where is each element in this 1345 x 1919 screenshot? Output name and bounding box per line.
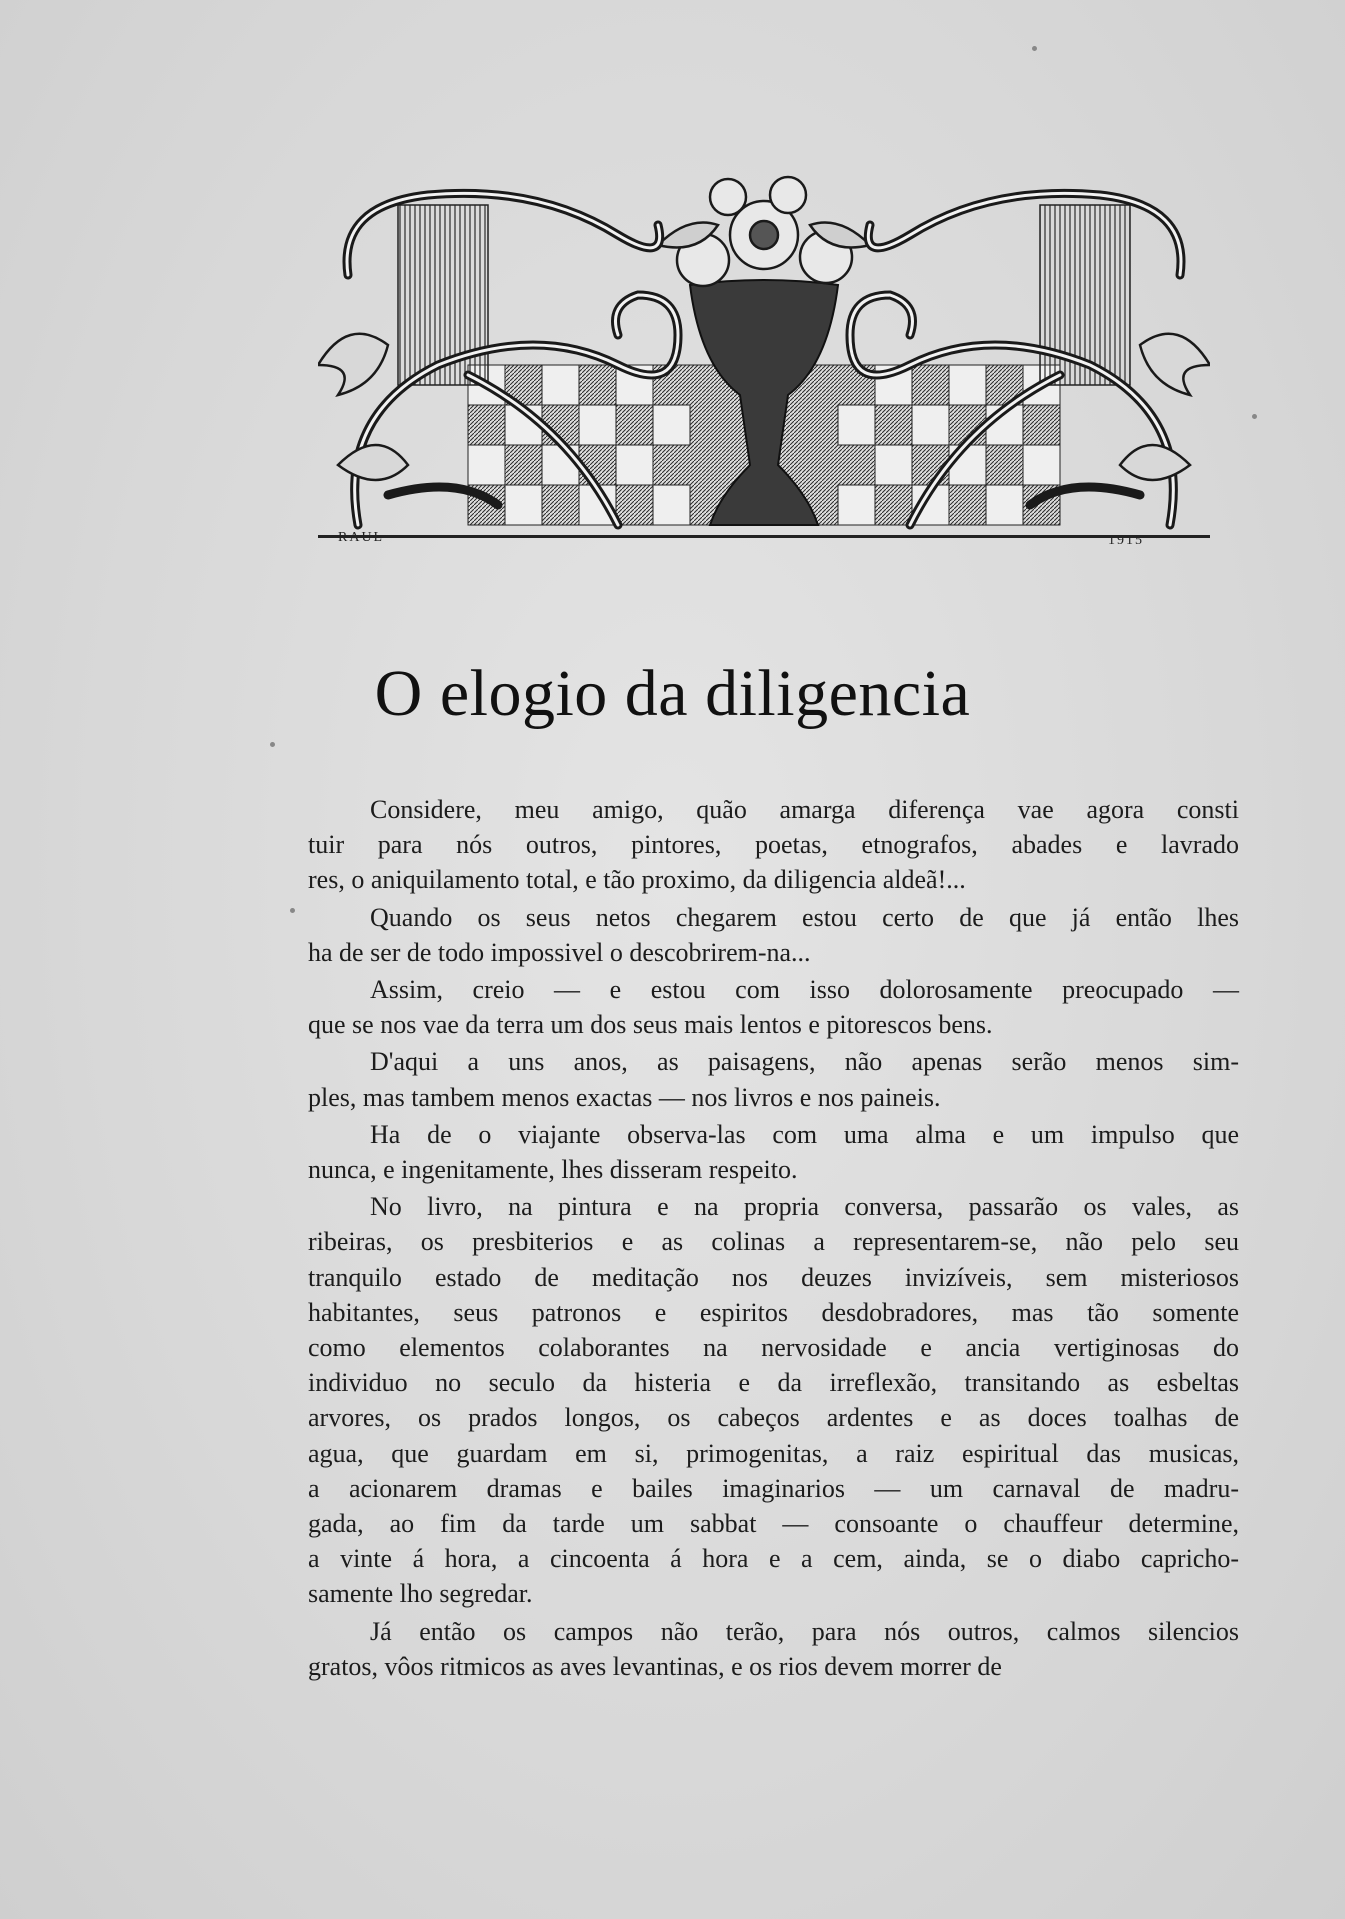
paragraph [308, 1614, 1239, 1684]
flower-bouquet [658, 177, 870, 286]
text-line: tuir para nós outros, pintores, poetas, etnografos, abades e lavrado [308, 830, 1239, 860]
text-line: agua, que guardam em si, primogenitas, a raiz espiritual das musicas, [308, 1438, 1239, 1468]
text-line: ha de ser de todo impossivel o descobrirem-na... [308, 937, 811, 967]
page-title: O elogio da diligencia [374, 657, 971, 730]
speck [290, 908, 295, 913]
body-text [308, 792, 1239, 1684]
speck [270, 742, 275, 747]
text-line: que se nos vae da terra um dos seus mais lentos e pitorescos bens. [308, 1010, 993, 1040]
text-line: Assim, creio — e estou com isso dolorosamente preocupado — [370, 975, 1239, 1005]
text-line: arvores, os prados longos, os cabeços ardentes e as doces toalhas de [308, 1403, 1239, 1433]
text-line: ples, mas tambem menos exactas — nos livros e nos paineis. [308, 1082, 941, 1112]
text-line: individuo no seculo da histeria e da irreflexão, transitando as esbeltas [308, 1368, 1239, 1398]
ornamental-vignette [318, 165, 1210, 557]
text-line: ribeiras, os presbiterios e as colinas a representarem-se, não pelo seu [308, 1227, 1239, 1257]
text-line: res, o aniquilamento total, e tão proximo, da diligencia aldeã!... [308, 865, 966, 895]
illustrator-signature: RAUL [338, 530, 385, 545]
text-line: habitantes, seus patronos e espiritos desdobradores, mas tão somente [308, 1297, 1239, 1327]
text-line: Ha de o viajante observa-las com uma alma e um impulso que [370, 1119, 1239, 1149]
text-line: gratos, vôos ritmicos as aves levantinas, e os rios devem morrer de [308, 1651, 1002, 1681]
paragraph [308, 900, 1239, 970]
paragraph [308, 1117, 1239, 1187]
text-line: Considere, meu amigo, quão amarga diferença vae agora consti [370, 795, 1239, 824]
text-line: como elementos colaborantes na nervosidade e ancia vertiginosas do [308, 1333, 1239, 1363]
text-line: gada, ao fim da tarde um sabbat — consoante o chauffeur determine, [308, 1509, 1239, 1539]
paragraph [308, 1044, 1239, 1114]
text-line: nunca, e ingenitamente, lhes disseram respeito. [308, 1155, 798, 1185]
text-line: a vinte á hora, a cincoenta á hora e a cem, ainda, se o diabo capricho- [308, 1544, 1239, 1574]
text-line: tranquilo estado de meditação nos deuzes invizíveis, sem misteriosos [308, 1262, 1239, 1292]
text-line: D'aqui a uns anos, as paisagens, não apenas serão menos sim- [370, 1047, 1239, 1077]
paragraph [308, 1189, 1239, 1611]
speck [1032, 46, 1037, 51]
text-line: a acionarem dramas e bailes imaginarios — um carnaval de madru- [308, 1473, 1239, 1503]
paragraph [308, 792, 1239, 898]
text-line: samente lho segredar. [308, 1579, 533, 1609]
text-line: Já então os campos não terão, para nós outros, calmos silencios [370, 1616, 1239, 1646]
illustration-date: 1915 [1108, 533, 1144, 548]
text-line: Quando os seus netos chegarem estou certo de que já então lhes [370, 902, 1239, 932]
text-line: No livro, na pintura e na propria conversa, passarão os vales, as [370, 1192, 1239, 1222]
paragraph [308, 972, 1239, 1042]
speck [1252, 414, 1257, 419]
